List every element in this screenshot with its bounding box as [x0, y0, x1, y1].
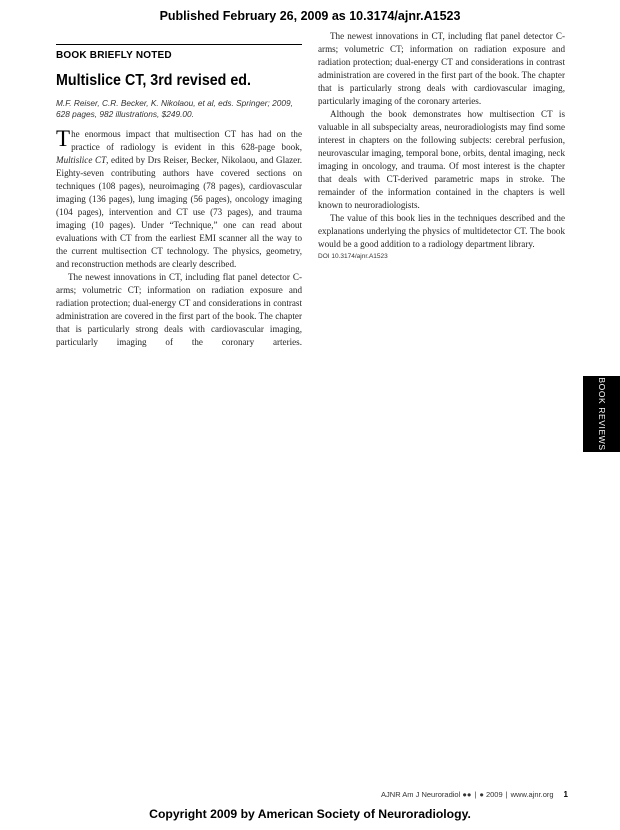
section-label: BOOK BRIEFLY NOTED [56, 50, 172, 61]
book-title: Multislice CT, 3rd revised ed. [56, 72, 251, 89]
section-divider [56, 44, 302, 45]
footer-website[interactable]: www.ajnr.org [510, 790, 554, 799]
article-column-left [56, 126, 303, 347]
article-column-right [318, 31, 565, 262]
paragraph-4: The value of this book lies in the techniques described and the explanations underlying the physics of multidetector CT. The book would be a good addition to a radiology department library. [318, 213, 565, 249]
footer-journal: AJNR Am J Neuroradiol ●● [381, 790, 472, 799]
paragraph-2-text-start: The newest innovations in CT, including flat panel detector C-arms; volumetric CT; information on radiation exposure and radiation protection; dual-energy CT and considerations in contrast administration are covered in the first part of the book. The chapter that is particularly strong deals with cardiovascular imaging, particularly imaging of the coronary arteries. [56, 272, 302, 347]
footer-separator: | [474, 790, 477, 799]
published-date-header: Published February 26, 2009 as 10.3174/ajnr.A1523 [159, 9, 461, 23]
paragraph-1-text-b: , edited by Drs Reiser, Becker, Nikolaou, and Glazer. Eighty-seven contributing authors have covered sections on techniques (108 pages), neuroimaging (78 pages), cardiovascular imaging (136 pages), lung imaging (56 pages), oncology imaging (104 pages), intervention and CT use (73 pages), and trauma imaging (10 pages). Under “Technique,” one can read about evaluations with CT from the earliest EMI scanner all the way to the current multisection CT technology. The physics, geometry, and reconstruction methods are clearly described. [56, 155, 303, 269]
paragraph-2 [318, 30, 565, 108]
book-title-inline: Multislice CT [56, 155, 107, 165]
section-side-tab [583, 376, 620, 452]
footer-issue: ● 2009 [479, 790, 503, 799]
footer-separator: | [505, 790, 508, 799]
drop-cap: T [56, 126, 71, 151]
page-number: 1 [563, 790, 568, 799]
paragraph-2-continuation [318, 31, 565, 108]
page-footer [381, 790, 568, 799]
paragraph-3: Although the book demonstrates how multisection CT is valuable in all subspecialty areas, neuroradiologists may find some interest in chapters on the following subjects: cerebral perfusion, neurovascular imaging, temporal bone, orbits, dental imaging, neck imaging in oncology, and trauma. Of most interest is the chapter that deals with CT-derived parametric maps in stroke. The remainder of the information contained in the chapters is well known to neuroradiologists. [318, 109, 565, 210]
paragraph-2-text: The newest innovations in CT, including flat panel detector C-arms; volumetric CT; information on radiation exposure and radiation protection; dual-energy CT and considerations in contrast administration are covered in the first part of the book. The chapter that is particularly strong deals with cardiovascular imaging, particularly imaging of the coronary arteries. [318, 31, 565, 106]
book-citation: M.F. Reiser, C.R. Becker, K. Nikolaou, et al, eds. Springer; 2009, 628 pages, 982 illustrations, $249.00. [56, 98, 293, 119]
paragraph-1-text-a: he enormous impact that multisection CT has had on the practice of radiology is evident in this 628-page book, [71, 129, 302, 152]
paragraph-2-start [56, 271, 302, 347]
copyright-notice: Copyright 2009 by American Society of Neuroradiology. [149, 807, 471, 821]
paragraph-1 [56, 128, 302, 271]
article-doi: DOI 10.3174/ajnr.A1523 [318, 253, 388, 260]
side-tab-label: BOOK REVIEWS [596, 377, 607, 451]
